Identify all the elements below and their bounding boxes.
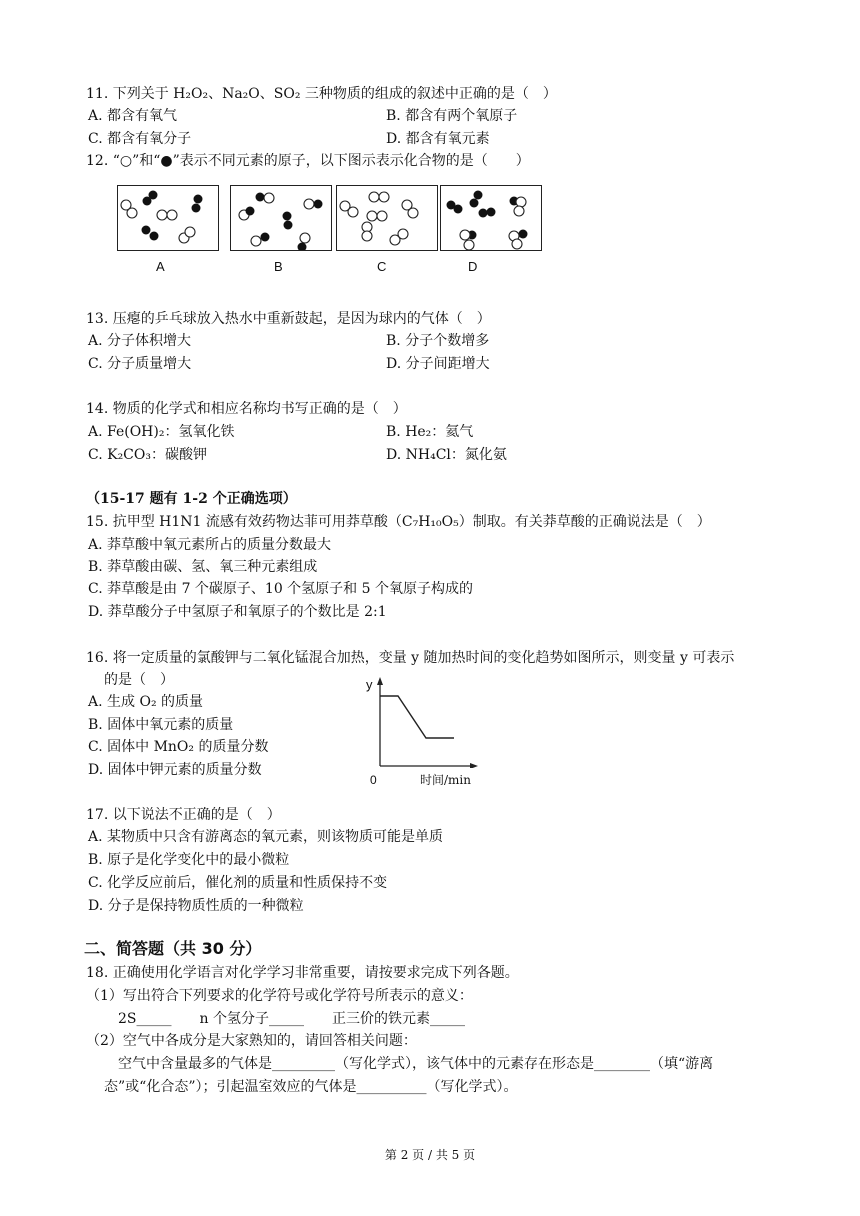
q16-stem: 16. 将一定质量的氯酸钾与二氧化锰混合加热，变量 y 随加热时间的变化趋势如图所示，则变量 y 可表示 xyxy=(86,650,735,666)
q17-option-a: A. 某物质中只含有游离态的氧元素，则该物质可能是单质 xyxy=(88,829,444,845)
section-heading: 二、简答题（共 30 分） xyxy=(84,939,262,958)
q14-option-a: A. Fe(OH)₂：氢氧化铁 xyxy=(88,424,235,440)
molecule-box-d xyxy=(440,185,542,251)
q14-option-c: C. K₂CO₃：碳酸钾 xyxy=(88,447,207,463)
q15-stem: 15. 抗甲型 H1N1 流感有效药物达菲可用莽草酸（C₇H₁₀O₅）制取。有关莽草酸的正确说法是（ ） xyxy=(86,514,711,530)
page-footer: 第 2 页 / 共 5 页 xyxy=(384,1148,476,1162)
q14-stem: 14. 物质的化学式和相应名称均书写正确的是（ ） xyxy=(86,401,407,417)
q14-option-b: B. He₂：氦气 xyxy=(386,424,474,440)
q16-option-a: A. 生成 O₂ 的质量 xyxy=(88,694,204,710)
q18-stem: 18. 正确使用化学语言对化学学习非常重要，请按要求完成下列各题。 xyxy=(86,965,519,981)
q12-stem: 12. “○”和“●”表示不同元素的原子，以下图示表示化合物的是（ ） xyxy=(86,153,530,169)
diagram-label-a: A xyxy=(156,259,165,274)
q16-stem-cont: 的是（ ） xyxy=(104,672,174,688)
y-time-graph xyxy=(360,676,480,768)
q13-stem: 13. 压瘪的乒乓球放入热水中重新鼓起，是因为球内的气体（ ） xyxy=(86,311,491,327)
q13-option-a: A. 分子体积增大 xyxy=(88,333,192,349)
q17-option-c: C. 化学反应前后，催化剂的质量和性质保持不变 xyxy=(88,875,388,891)
multi-answer-note: （15-17 题有 1-2 个正确选项） xyxy=(86,491,297,507)
q11-option-c: C. 都含有氧分子 xyxy=(88,131,192,147)
q13-option-c: C. 分子质量增大 xyxy=(88,356,192,372)
q16-option-b: B. 固体中氧元素的质量 xyxy=(88,717,234,733)
diagram-label-b: B xyxy=(274,259,283,274)
q15-option-b: B. 莽草酸由碳、氢、氧三种元素组成 xyxy=(88,559,318,575)
q17-stem: 17. 以下说法不正确的是（ ） xyxy=(86,807,281,823)
q18-part2-line1: 空气中含量最多的气体是_________（写化学式），该气体中的元素存在形态是________（填“游离 xyxy=(118,1056,714,1072)
graph-y-label: y xyxy=(366,677,373,692)
q13-option-b: B. 分子个数增多 xyxy=(386,333,490,349)
q17-option-b: B. 原子是化学变化中的最小微粒 xyxy=(88,852,290,868)
q11-option-d: D. 都含有氧元素 xyxy=(386,131,490,147)
graph-origin-label: 0 xyxy=(370,773,377,787)
q14-option-d: D. NH₄Cl：氮化氨 xyxy=(386,447,507,463)
q18-part2-line2: 态”或“化合态”）；引起温室效应的气体是__________（写化学式）。 xyxy=(104,1079,518,1095)
q11-stem: 11. 下列关于 H₂O₂、Na₂O、SO₂ 三种物质的组成的叙述中正确的是（ ） xyxy=(86,86,557,102)
molecule-box-a xyxy=(117,185,219,251)
diagram-label-d: D xyxy=(468,259,478,274)
q11-option-b: B. 都含有两个氧原子 xyxy=(386,108,518,124)
graph-x-label: 时间/min xyxy=(420,773,471,787)
q18-part1: （1）写出符合下列要求的化学符号或化学符号所表示的意义： xyxy=(86,988,473,1004)
q15-option-a: A. 莽草酸中氧元素所占的质量分数最大 xyxy=(88,537,332,553)
q16-option-d: D. 固体中钾元素的质量分数 xyxy=(88,762,262,778)
q16-option-c: C. 固体中 MnO₂ 的质量分数 xyxy=(88,739,269,755)
q13-option-d: D. 分子间距增大 xyxy=(386,356,490,372)
q18-part2: （2）空气中各成分是大家熟知的，请回答相关问题： xyxy=(86,1033,417,1049)
q18-part1-blanks: 2S_____ n 个氢分子_____ 正三价的铁元素_____ xyxy=(118,1011,465,1027)
q15-option-c: C. 莽草酸是由 7 个碳原子、10 个氢原子和 5 个氧原子构成的 xyxy=(88,581,473,597)
diagram-label-c: C xyxy=(377,259,387,274)
molecule-box-c xyxy=(336,185,438,251)
molecule-box-b xyxy=(230,185,332,251)
trend-line xyxy=(380,696,454,738)
q17-option-d: D. 分子是保持物质性质的一种微粒 xyxy=(88,898,304,914)
q15-option-d: D. 莽草酸分子中氢原子和氧原子的个数比是 2:1 xyxy=(88,604,387,620)
q11-option-a: A. 都含有氧气 xyxy=(88,108,178,124)
